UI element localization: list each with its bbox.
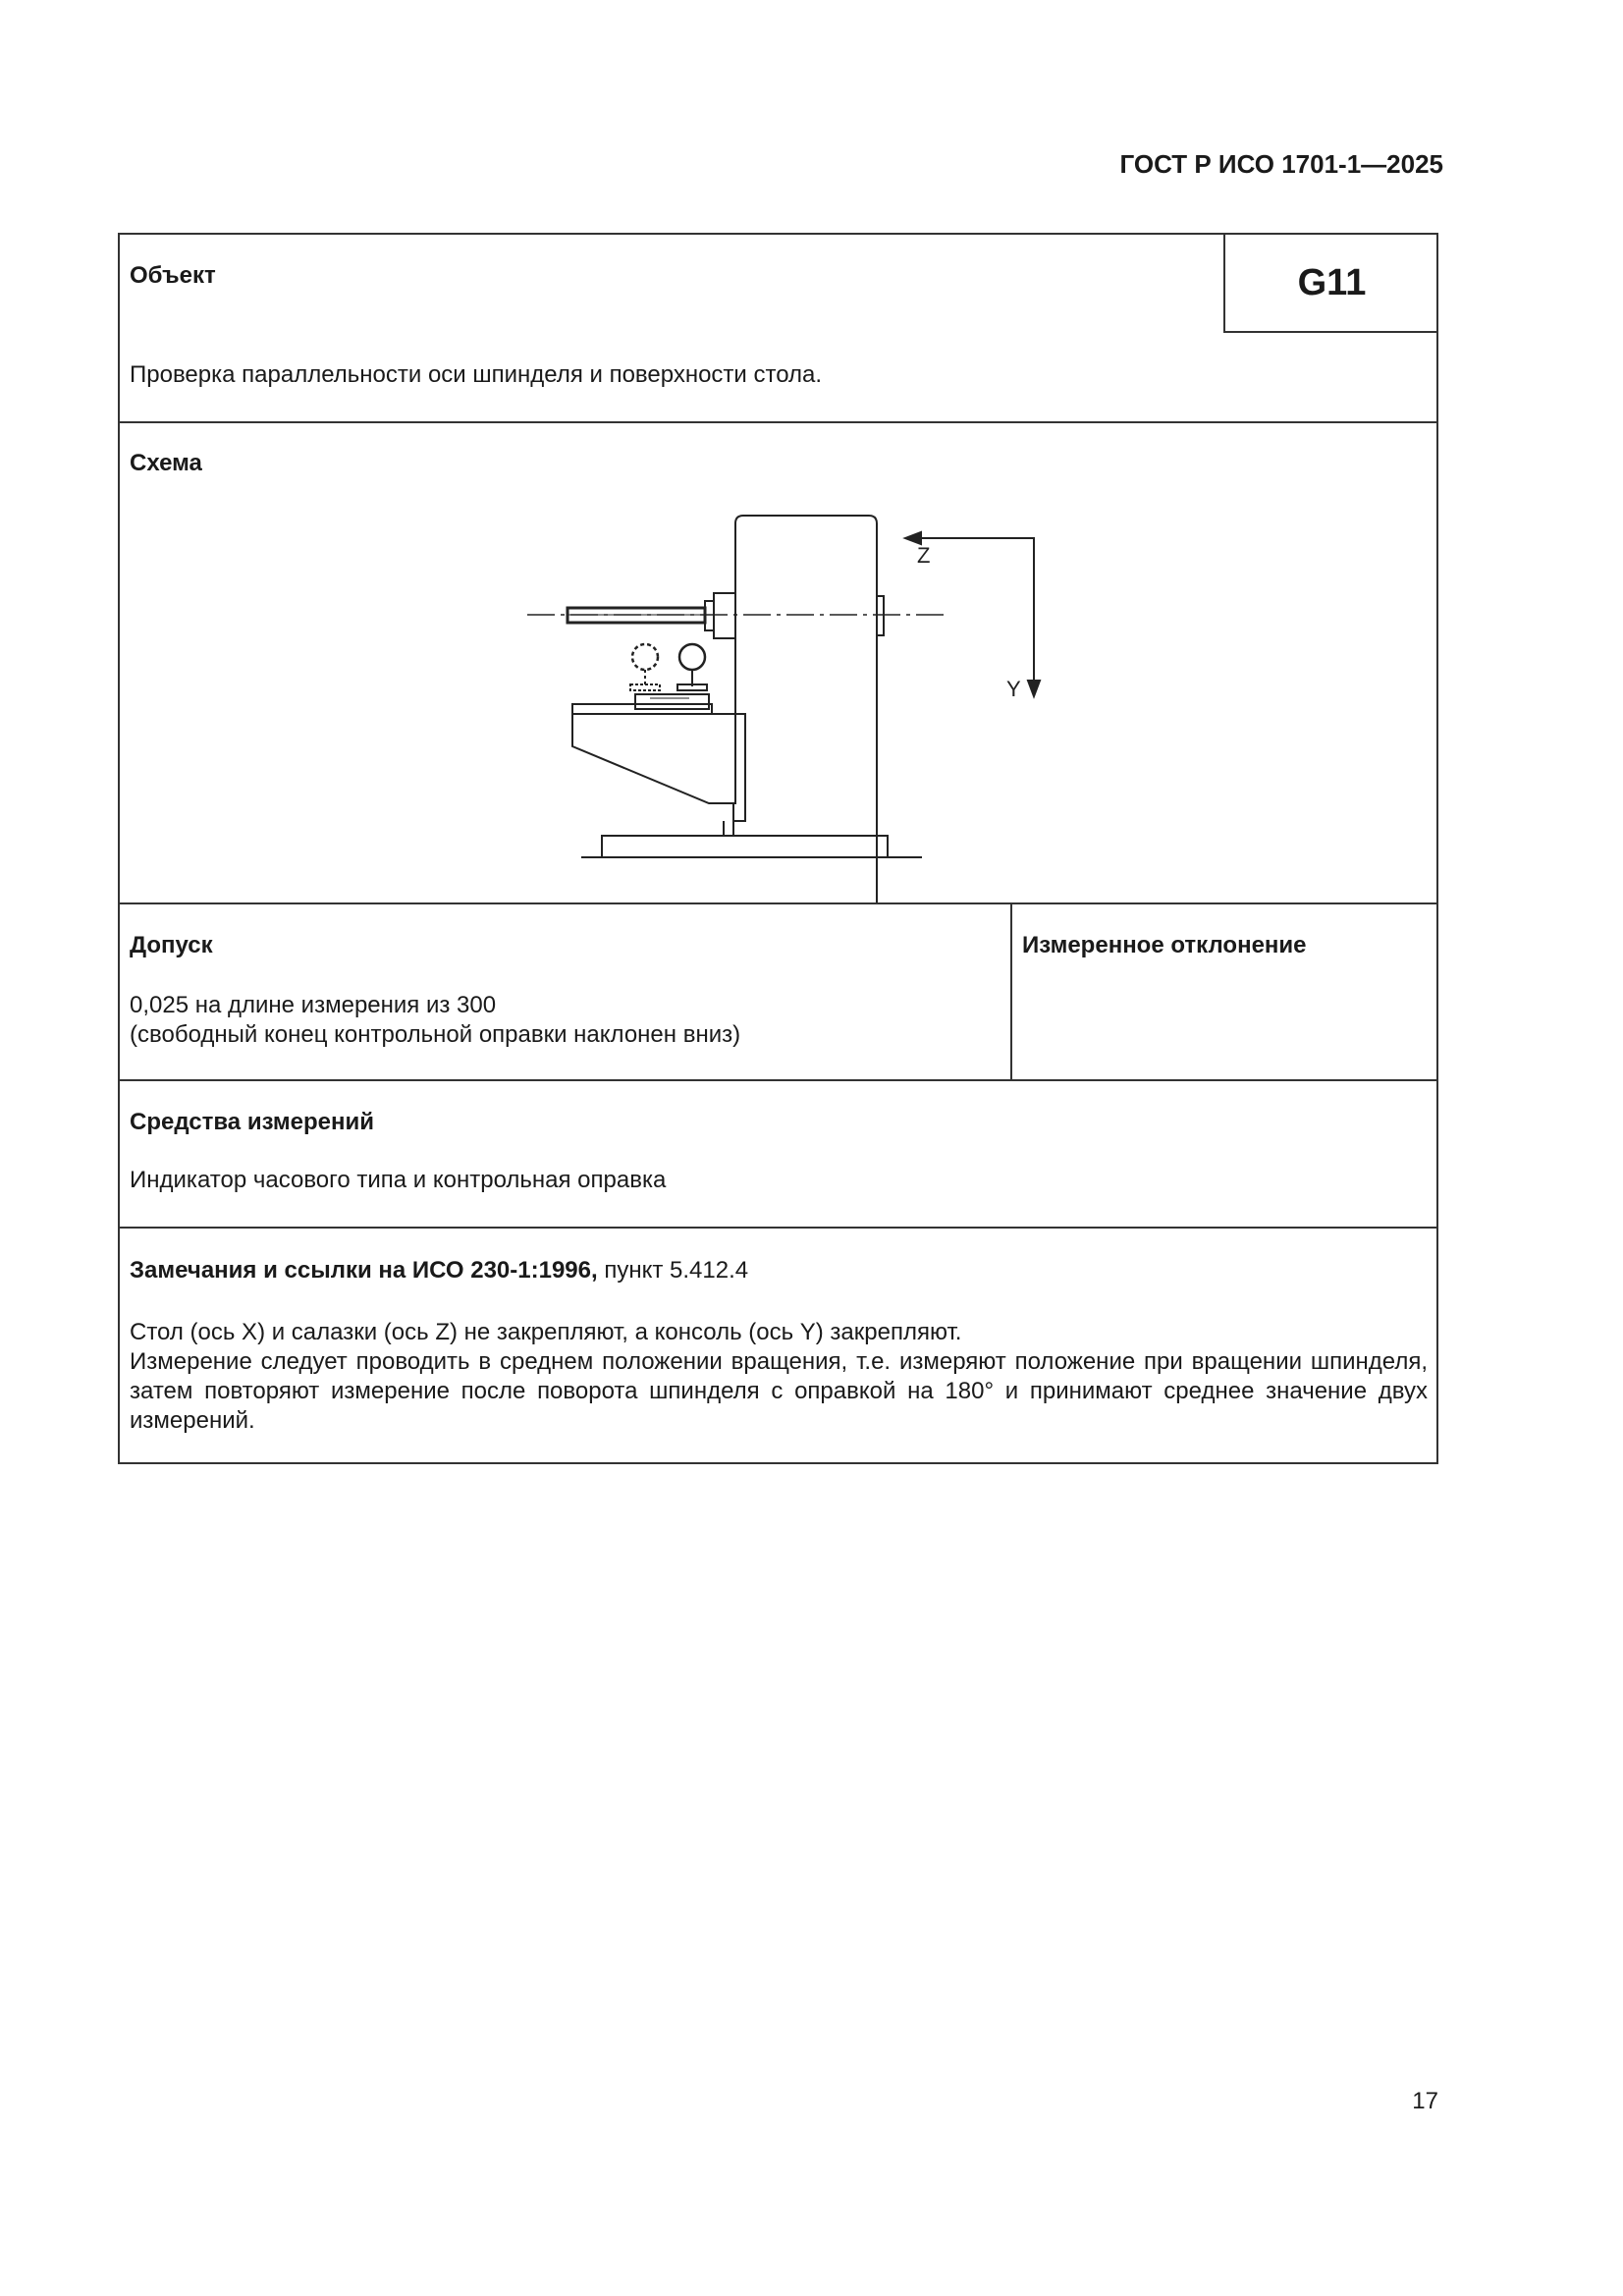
remarks-body xyxy=(130,1318,1428,1436)
remarks-heading: Замечания и ссылки на ИСО 230-1:1996, xyxy=(130,1257,598,1284)
divider xyxy=(120,1227,1436,1229)
test-code-box xyxy=(1223,235,1438,333)
remarks-paragraph: Стол (ось X) и салазки (ось Z) не закрепляют, а консоль (ось Y) закрепляют. xyxy=(130,1319,962,1345)
spindle-nose xyxy=(714,593,735,638)
object-heading: Объект xyxy=(130,262,216,289)
schema-heading: Схема xyxy=(130,450,202,476)
measured-deviation-heading: Измеренное отклонение xyxy=(1022,932,1307,958)
machine-base xyxy=(602,836,888,857)
test-code: G11 xyxy=(1297,261,1367,303)
dial-indicator-dashed xyxy=(632,644,658,670)
divider xyxy=(120,1079,1436,1081)
knee xyxy=(572,714,745,821)
inspection-table xyxy=(118,233,1438,1464)
schema-diagram xyxy=(120,421,1436,902)
tolerance-note: (свободный конец контрольной оправки наклонен вниз) xyxy=(130,1021,741,1048)
column-divider xyxy=(1010,902,1012,1079)
indicator-base-2 xyxy=(677,684,707,690)
rear-bearing xyxy=(877,596,884,635)
instruments-text: Индикатор часового типа и контрольная оправка xyxy=(130,1167,667,1193)
axis-z-label: Z xyxy=(917,543,931,568)
remarks-heading-line xyxy=(130,1256,748,1285)
object-description: Проверка параллельности оси шпинделя и поверхности стола. xyxy=(130,361,823,388)
table xyxy=(635,694,709,709)
tolerance-heading: Допуск xyxy=(130,932,213,958)
divider xyxy=(120,902,1436,904)
axis-y-arrowhead xyxy=(1028,681,1040,696)
page-number: 17 xyxy=(1412,2088,1438,2114)
remarks-reference: пункт 5.412.4 xyxy=(597,1257,749,1284)
document-code: ГОСТ Р ИСО 1701-1—2025 xyxy=(1119,149,1443,179)
indicator-base xyxy=(630,684,660,690)
axis-y-label: Y xyxy=(1006,677,1021,701)
tolerance-value: 0,025 на длине измерения из 300 xyxy=(130,992,497,1018)
remarks-paragraph: Измерение следует проводить в среднем положении вращения, т.е. измеряют положение при вращении шпинделя, затем повторяют измерение после поворота шпинделя с оправкой на 180° и принимают среднее значение двух измерений. xyxy=(130,1348,1428,1434)
column xyxy=(735,516,877,902)
instruments-heading: Средства измерений xyxy=(130,1109,375,1135)
dial-indicator xyxy=(679,644,705,670)
